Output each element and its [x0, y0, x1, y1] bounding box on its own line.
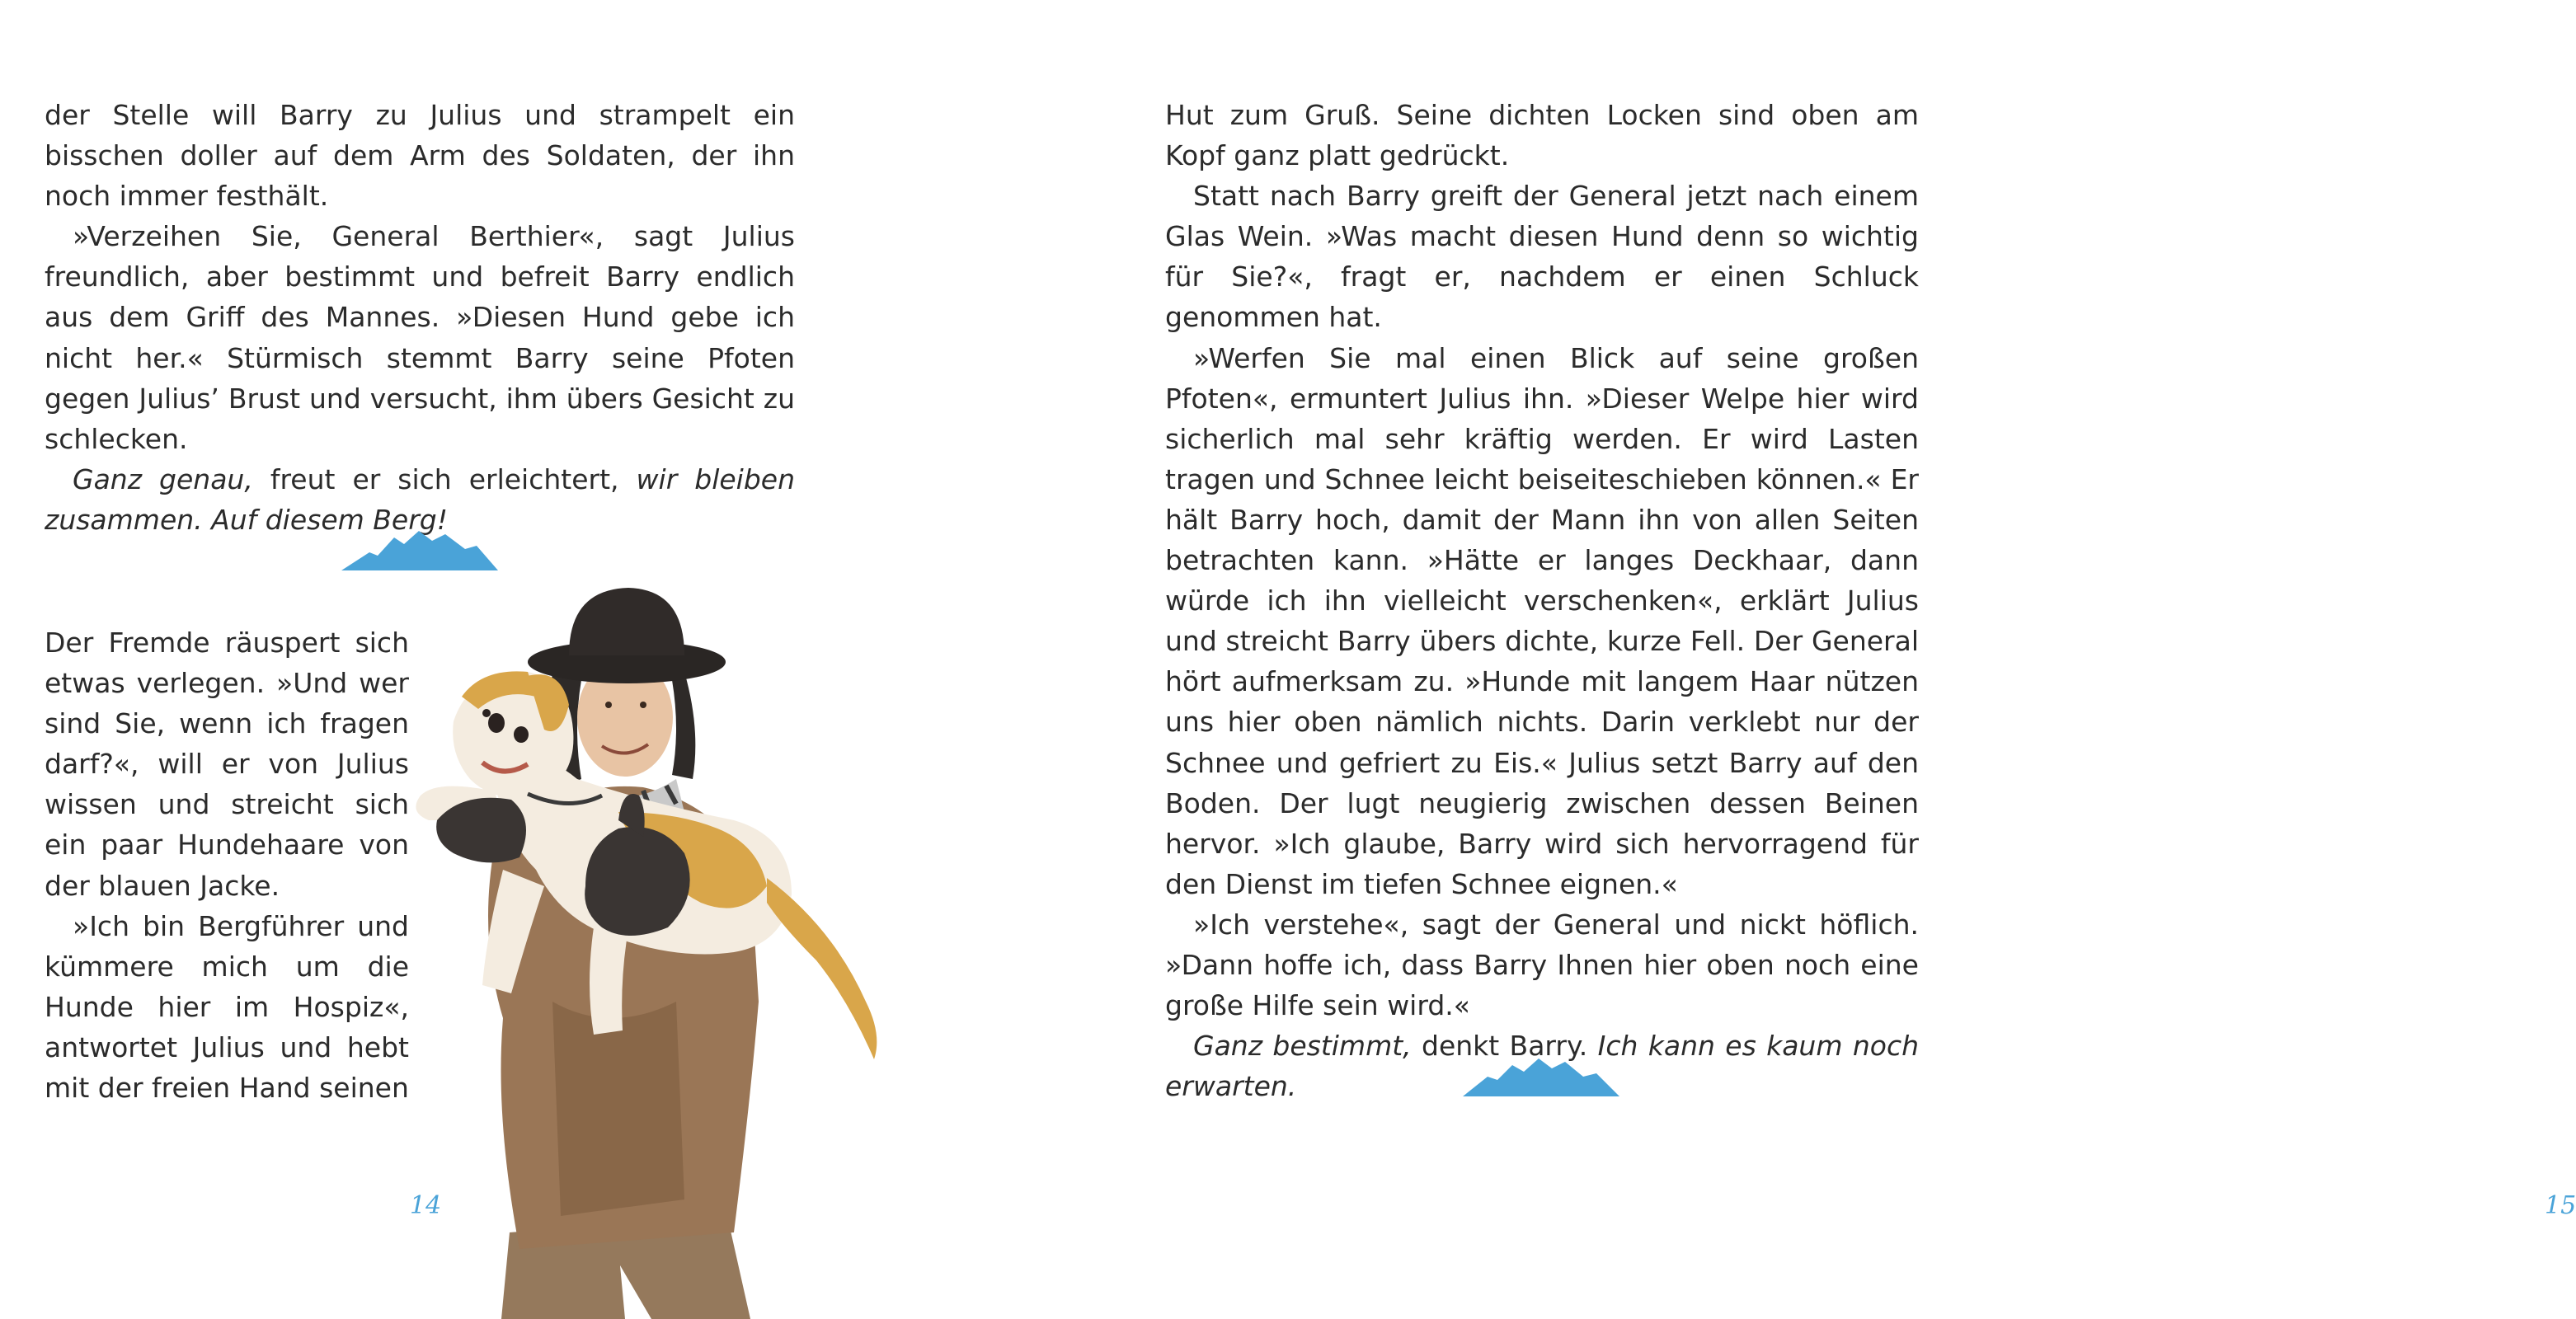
paragraph: Hut zum Gruß. Seine dichten Locken sind oben am Kopf ganz platt gedrückt. — [1165, 99, 1919, 172]
right-page — [1015, 0, 2576, 1319]
thought-normal: freut er sich erleichtert, — [252, 462, 637, 495]
paragraph: der Stelle will Barry zu Julius und strampelt ein bisschen doller auf dem Arm des Soldaten, der ihn noch immer festhält. — [45, 99, 795, 213]
thought-normal: denkt Barry. — [1411, 1030, 1598, 1063]
paragraph: »Werfen Sie mal einen Blick auf seine großen Pfoten«, ermuntert Julius ihn. »Dieser Welpe hier wird sicherlich mal sehr kräftig werden. Er wird Lasten tragen und Schnee leicht beiseiteschieben können.« Er hält Barry hoch, damit der Mann ihn von allen Seiten betrachten kann. »Hätte er langes Deckhaar, dann würde ich ihn vielleicht verschenken«, erklärt Julius und streicht Barry übers dichte, kurze Fell. Der General hört aufmerksam zu. »Hunde mit langem Haar nützen uns hier oben nämlich nichts. Darin verklebt nur der Schnee und gefriert zu Eis.« Julius setzt Barry auf den Boden. Der lugt neugierig zwischen dessen Beinen hervor. »Ich glaube, Barry wird sich hervorragend für den Dienst im tiefen Schnee eignen.« — [1165, 341, 1919, 900]
right-text — [1165, 95, 1919, 1106]
paragraph: »Verzeihen Sie, General Berthier«, sagt Julius freundlich, aber bestimmt und befreit Barry endlich aus dem Griff des Mannes. »Diesen Hund gebe ich nicht her.« Stürmisch stemmt Barry seine Pfoten gegen Julius’ Brust und versucht, ihm übers Gesicht zu schlecken. — [45, 220, 795, 455]
left-bottom-text — [45, 622, 409, 1108]
thought-italic: Ich kann es kaum noch erwarten. — [1165, 1030, 1919, 1103]
paragraph: Der Fremde räuspert sich etwas verlegen. »Und wer sind Sie, wenn ich fragen darf?«, will er von Julius wissen und streicht sich ein paar Hundehaare von der blauen Jacke. — [45, 627, 409, 902]
thought-italic: Ganz genau, — [73, 462, 253, 495]
left-page — [0, 0, 1015, 1319]
thought-italic: wir bleiben zusammen. Auf diesem Berg! — [45, 462, 796, 536]
left-top-text — [45, 95, 795, 540]
page-number: 14 — [410, 1191, 442, 1220]
paragraph: Statt nach Barry greift der General jetzt nach einem Glas Wein. »Was macht diesen Hund denn so wichtig für Sie?«, fragt er, nachdem er einen Schluck genommen hat. — [1165, 180, 1919, 334]
paragraph: »Ich bin Bergführer und kümmere mich um die Hunde hier im Hospiz«, antwortet Julius und hebt mit der freien Hand seinen — [45, 909, 409, 1105]
page-number: 15 — [2545, 1191, 2576, 1220]
mountain-divider-icon — [1463, 1054, 1619, 1096]
thought-italic: Ganz bestimmt, — [1193, 1030, 1412, 1063]
mountain-divider-icon — [341, 528, 498, 570]
paragraph: »Ich verstehe«, sagt der General und nickt höflich. »Dann hoffe ich, dass Barry Ihnen hier oben noch eine große Hilfe sein wird.« — [1165, 908, 1919, 1022]
illustration-man-holding-dog — [404, 573, 932, 1319]
